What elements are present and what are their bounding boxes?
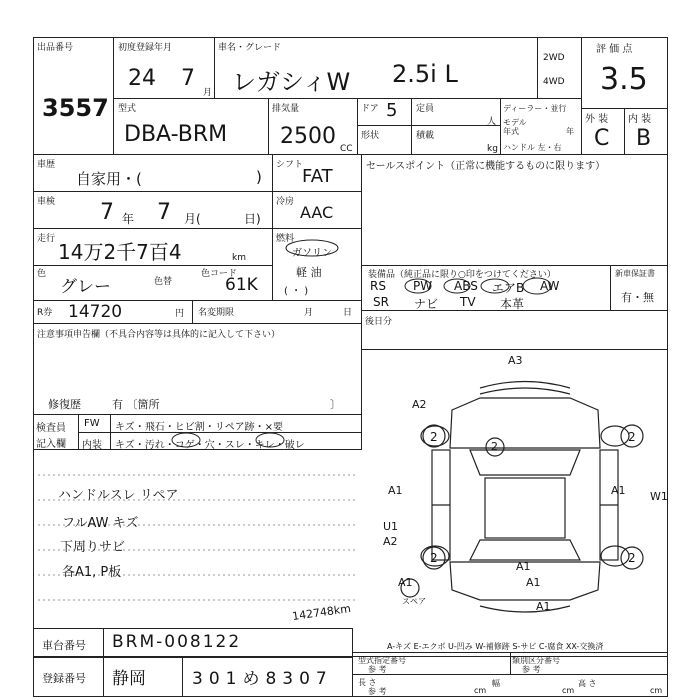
fuel-paren: ( ・ ) [284,286,309,297]
equipment-item: エアB [492,281,525,295]
inspection-cell [33,191,273,229]
doors-label: ドア [361,104,379,114]
color-label: 色 [37,269,47,279]
car-name: レガシィW [232,68,351,96]
color-change-label: 色替 [154,277,173,287]
reg-label: 初度登録年月 [118,43,173,53]
reg-month-unit: 月 [203,88,213,98]
odometer-note: 142748km [291,601,352,624]
model-value: DBA-BRM [124,122,228,147]
class-label: 類別区分番号 [512,656,560,665]
displacement-label: 排気量 [272,104,300,114]
length-unit: cm [474,686,487,695]
handwritten-note-3: 下周りサビ [60,540,126,555]
repair-value: 有 〔箇所 [112,398,160,411]
chassis-value: BRM-008122 [112,632,242,652]
fuel-diesel: 軽 油 [296,266,322,279]
diagram-circled-2: 2 [628,430,636,444]
mark-u1: U1 [383,520,399,533]
repair-close: 〕 [330,398,341,411]
equipment-item: ナビ [414,297,439,311]
equipment-item: TV [460,295,476,309]
dealer-label: ディーラー・並行 [503,104,567,113]
diagram-circled-4: 2 [628,551,636,565]
insp-year: 7 [100,200,114,225]
fuel-gas: ガソリン [292,248,332,259]
inspector-fw-text: キズ・飛石・ヒビ割・リペア跡・×要 [115,422,283,433]
reg-year: 24 [128,66,156,91]
capacity-label: 定員 [416,104,435,114]
car-grade: 2.5i L [392,60,458,88]
person-unit: 人 [487,117,497,127]
insp-month: 7 [157,200,171,225]
lot-number: 3557 [42,94,109,122]
history-cell [33,154,273,192]
model-year-unit: 年 [566,127,574,136]
notes-label: 注意事項申告欄（不具合内容等は具体的に記入して下さい） [37,330,281,340]
inspector-circles [150,414,300,450]
mark-a2-top: A2 [412,398,427,411]
mark-a1-center: A1 [516,560,531,573]
exterior-label: 外 装 [585,114,609,125]
spare-label: スペア [402,597,426,606]
sales-point-label: セールスポイント（正常に機能するものに限ります） [366,161,606,172]
ac-value: AAC [300,203,334,222]
equipment-item: AW [540,279,560,293]
score-value: 3.5 [600,62,648,97]
warranty-label: 新車保証書 [615,269,655,278]
model-label: 型式 [118,104,137,114]
mark-a2-left: A2 [383,535,398,548]
type-spec-ref: 参 考 [368,665,387,674]
mark-a3: A3 [508,354,523,367]
handwritten-note-4: 各A1, P板 [62,565,122,580]
recycle-yen: 円 [175,309,185,319]
height-label: 高 さ [578,679,597,688]
repair-label: 修復歴 [48,398,81,411]
equipment-label: 装備品（純正品に限り○印をつけてください） [368,270,556,280]
mark-a1-spare: A1 [398,576,413,589]
exterior-value: C [594,126,610,151]
deadline-label: 名変期限 [198,308,235,318]
deadline-day: 日 [343,308,353,318]
color-code-value: 61K [225,275,258,295]
type-spec-label: 型式指定番号 [358,656,406,665]
history-close: ) [256,168,262,186]
diagram-circled-5: 2 [491,440,498,453]
handwritten-note-1: ハンドルスレ リペア [58,488,179,503]
spec-divider-h [352,674,668,675]
shift-label: シフト [276,160,304,170]
interior-label: 内 装 [628,114,652,125]
shift-value: FAT [302,166,333,187]
inspector-label-2: 記入欄 [36,439,66,450]
equipment-item: RS [370,279,386,293]
inspector-fw: FW [84,418,100,429]
mark-a1-rear: A1 [536,600,551,613]
displacement-unit: CC [340,144,353,154]
drive-4wd: 4WD [543,77,565,87]
model-year-label: モデル年式 [503,118,527,136]
mileage-value: 14万2千7百4 [58,240,182,264]
fuel-label: 燃料 [276,234,295,244]
interior-value: B [636,126,652,151]
mark-a1-lower: A1 [526,576,541,589]
width-unit: cm [562,686,575,695]
legend-text: A-キズ E-エクボ U-凹み W-補修跡 S-サビ C-腐食 XX-交換済 [387,642,604,651]
width-label: 幅 [492,679,500,688]
equipment-item: 本革 [500,297,525,311]
rear-label: 後日分 [365,317,393,327]
warranty-value: 有・無 [621,291,654,304]
insp-month-unit: 月( [184,212,201,226]
inspector-in: 内装 [82,440,102,451]
color-value: グレー [60,277,111,297]
insp-year-unit: 年 [122,212,135,226]
diagram-circled-1: 2 [430,430,438,444]
equipment-circles [361,275,611,311]
history-value: 自家用・( [76,170,142,188]
ac-label: 冷房 [276,197,295,207]
class-ref: 参 考 [522,665,541,674]
handle-label: ハンドル 左・右 [503,143,562,152]
reg-city: 静岡 [112,669,146,689]
reg-divider [103,657,104,697]
mileage-unit: km [232,253,246,263]
diagram-circled-3: 2 [430,551,438,565]
height-unit: cm [650,686,663,695]
insp-day-unit: 日) [244,212,261,226]
body-label: 形状 [361,131,380,141]
mileage-label: 走行 [37,234,56,244]
score-label: 評 価 点 [596,44,633,55]
equipment-item: ABS [454,279,478,293]
inspection-label: 車検 [37,197,56,207]
doors-value: 5 [386,100,398,121]
drive-2wd: 2WD [543,53,565,63]
chassis-divider [103,628,104,658]
fuel-gas-circle [284,238,340,258]
length-label: 長 さ [358,678,377,687]
deadline-month: 月 [304,308,314,318]
length-ref: 参 考 [368,687,387,696]
reg-number-value: 301め8307 [192,669,333,689]
history-label: 車歴 [37,160,56,170]
car-label: 車名・グレード [218,43,282,53]
mark-a1-left: A1 [388,484,403,497]
mark-w1: W1 [650,490,668,503]
color-code-label: 色コード [201,269,238,279]
rear-cell [361,310,668,350]
reg-month: 7 [181,66,195,91]
drive-cell [537,37,582,99]
recycle-amount: 14720 [68,302,123,322]
reg-divider-2 [182,657,183,697]
equipment-item: SR [373,295,389,309]
displacement-value: 2500 [280,124,336,149]
mark-a1-side: A1 [611,484,626,497]
inspector-in-text: キズ・汚れ・コゲ・穴・スレ・キレ・破レ [115,440,305,451]
chassis-label: 車台番号 [42,639,86,652]
spec-divider-v [510,652,511,674]
load-label: 積載 [416,131,435,141]
load-unit: kg [487,144,498,154]
lot-label: 出品番号 [37,43,74,53]
handwritten-note-2: フルAW キズ [62,516,139,531]
inspector-label-1: 検査員 [36,423,66,434]
reg-number-label: 登録番号 [42,672,86,685]
equipment-item: PW [413,279,433,293]
recycle-label: R券 [37,308,53,318]
